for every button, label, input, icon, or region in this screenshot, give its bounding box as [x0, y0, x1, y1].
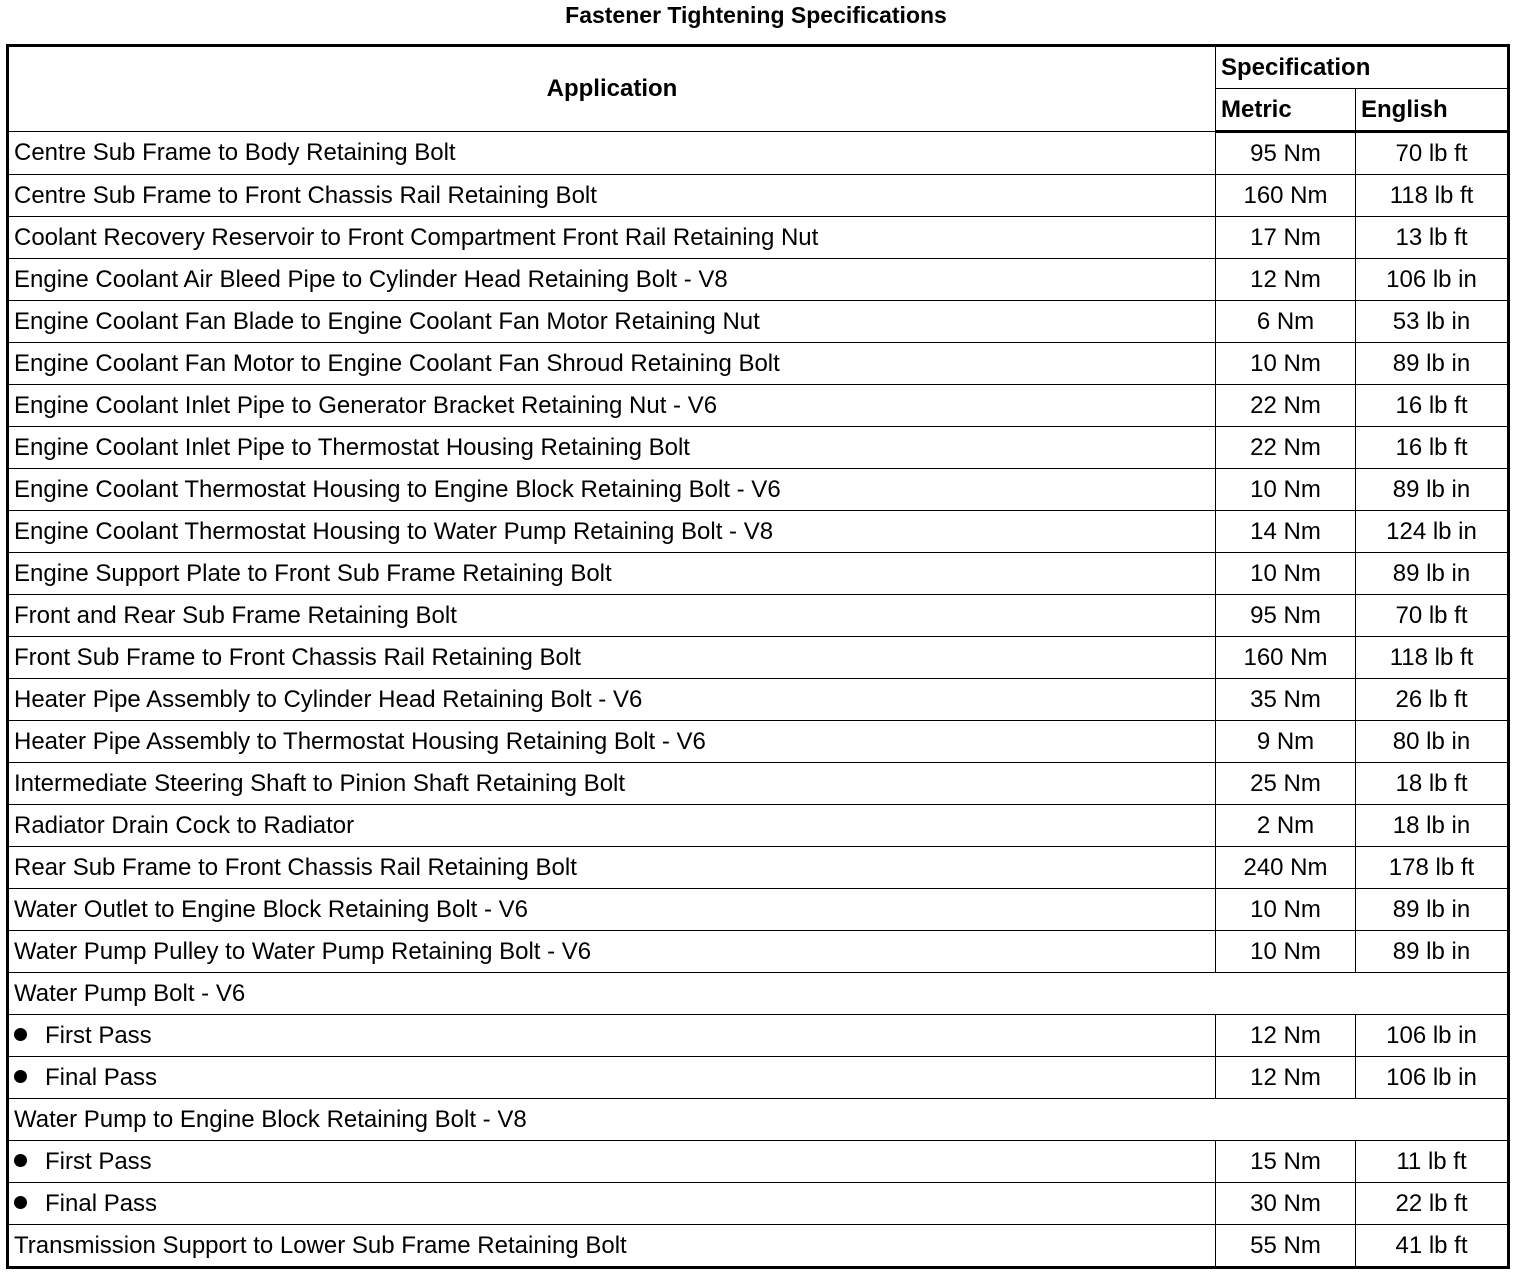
cell-application [8, 1057, 1216, 1099]
table-row [8, 1015, 1509, 1057]
cell-metric: 95 Nm [1216, 595, 1356, 637]
cell-english: 106 lb in [1356, 1015, 1509, 1057]
table-row [8, 931, 1509, 973]
header-application: Application [8, 46, 1216, 132]
cell-application: Rear Sub Frame to Front Chassis Rail Retaining Bolt [8, 847, 1216, 889]
table-group-row [8, 1099, 1509, 1141]
cell-english: 124 lb in [1356, 511, 1509, 553]
cell-english: 89 lb in [1356, 343, 1509, 385]
cell-application: Centre Sub Frame to Front Chassis Rail Retaining Bolt [8, 175, 1216, 217]
cell-english: 22 lb ft [1356, 1183, 1509, 1225]
table-row [8, 847, 1509, 889]
cell-metric: 14 Nm [1216, 511, 1356, 553]
cell-application: Heater Pipe Assembly to Cylinder Head Retaining Bolt - V6 [8, 679, 1216, 721]
cell-metric: 160 Nm [1216, 637, 1356, 679]
table-row [8, 721, 1509, 763]
cell-application: Engine Coolant Fan Motor to Engine Coolant Fan Shroud Retaining Bolt [8, 343, 1216, 385]
table-row [8, 805, 1509, 847]
cell-metric: 12 Nm [1216, 1057, 1356, 1099]
cell-metric: 9 Nm [1216, 721, 1356, 763]
cell-metric: 22 Nm [1216, 385, 1356, 427]
cell-english: 106 lb in [1356, 259, 1509, 301]
cell-application-label: Final Pass [45, 1189, 158, 1217]
table-group-row [8, 973, 1509, 1015]
page-title: Fastener Tightening Specifications [565, 2, 947, 28]
cell-english: 70 lb ft [1356, 132, 1509, 175]
cell-application: Engine Support Plate to Front Sub Frame Retaining Bolt [8, 553, 1216, 595]
header-english: English [1356, 89, 1509, 132]
cell-metric: 12 Nm [1216, 259, 1356, 301]
cell-metric: 35 Nm [1216, 679, 1356, 721]
spec-table [6, 44, 1510, 1269]
cell-english: 118 lb ft [1356, 637, 1509, 679]
cell-metric: 160 Nm [1216, 175, 1356, 217]
table-row [8, 343, 1509, 385]
table-row [8, 132, 1509, 175]
cell-english: 13 lb ft [1356, 217, 1509, 259]
table-row [8, 385, 1509, 427]
cell-english: 70 lb ft [1356, 595, 1509, 637]
cell-english: 118 lb ft [1356, 175, 1509, 217]
cell-metric: 15 Nm [1216, 1141, 1356, 1183]
bullet-icon [14, 1154, 27, 1167]
cell-metric: 17 Nm [1216, 217, 1356, 259]
cell-application: Water Pump Bolt - V6 [8, 973, 1509, 1015]
cell-application: Radiator Drain Cock to Radiator [8, 805, 1216, 847]
bullet-icon [14, 1070, 27, 1083]
table-row [8, 1225, 1509, 1268]
cell-metric: 240 Nm [1216, 847, 1356, 889]
table-row [8, 595, 1509, 637]
cell-english: 16 lb ft [1356, 427, 1509, 469]
cell-english: 18 lb ft [1356, 763, 1509, 805]
cell-application: Front Sub Frame to Front Chassis Rail Retaining Bolt [8, 637, 1216, 679]
cell-metric: 25 Nm [1216, 763, 1356, 805]
cell-metric: 10 Nm [1216, 343, 1356, 385]
cell-metric: 55 Nm [1216, 1225, 1356, 1268]
cell-english: 178 lb ft [1356, 847, 1509, 889]
header-specification: Specification [1216, 46, 1509, 89]
cell-english: 53 lb in [1356, 301, 1509, 343]
cell-english: 41 lb ft [1356, 1225, 1509, 1268]
cell-metric: 2 Nm [1216, 805, 1356, 847]
cell-application: Water Outlet to Engine Block Retaining Bolt - V6 [8, 889, 1216, 931]
cell-english: 89 lb in [1356, 553, 1509, 595]
table-row [8, 469, 1509, 511]
bullet-icon [14, 1028, 27, 1041]
table-row [8, 217, 1509, 259]
table-row [8, 1183, 1509, 1225]
bullet-icon [14, 1196, 27, 1209]
cell-application [8, 1183, 1216, 1225]
cell-application: Coolant Recovery Reservoir to Front Compartment Front Rail Retaining Nut [8, 217, 1216, 259]
table-row [8, 637, 1509, 679]
cell-english: 16 lb ft [1356, 385, 1509, 427]
cell-application: Engine Coolant Inlet Pipe to Generator Bracket Retaining Nut - V6 [8, 385, 1216, 427]
cell-application: Water Pump to Engine Block Retaining Bolt - V8 [8, 1099, 1509, 1141]
cell-metric: 30 Nm [1216, 1183, 1356, 1225]
header-metric: Metric [1216, 89, 1356, 132]
cell-application: Intermediate Steering Shaft to Pinion Shaft Retaining Bolt [8, 763, 1216, 805]
cell-english: 89 lb in [1356, 931, 1509, 973]
cell-metric: 95 Nm [1216, 132, 1356, 175]
cell-application-label: Final Pass [45, 1063, 158, 1091]
cell-application-label: First Pass [45, 1021, 152, 1049]
table-body [8, 132, 1509, 1268]
table-row [8, 553, 1509, 595]
table-row [8, 511, 1509, 553]
cell-application: Engine Coolant Fan Blade to Engine Coolant Fan Motor Retaining Nut [8, 301, 1216, 343]
cell-application: Centre Sub Frame to Body Retaining Bolt [8, 132, 1216, 175]
table-row [8, 1141, 1509, 1183]
cell-application: Engine Coolant Thermostat Housing to Water Pump Retaining Bolt - V8 [8, 511, 1216, 553]
cell-application: Heater Pipe Assembly to Thermostat Housing Retaining Bolt - V6 [8, 721, 1216, 763]
cell-english: 26 lb ft [1356, 679, 1509, 721]
table-row [8, 301, 1509, 343]
cell-english: 80 lb in [1356, 721, 1509, 763]
cell-application-label: First Pass [45, 1147, 152, 1175]
cell-english: 18 lb in [1356, 805, 1509, 847]
table-row [8, 1057, 1509, 1099]
table-row [8, 679, 1509, 721]
cell-application: Engine Coolant Thermostat Housing to Engine Block Retaining Bolt - V6 [8, 469, 1216, 511]
cell-application: Engine Coolant Inlet Pipe to Thermostat Housing Retaining Bolt [8, 427, 1216, 469]
cell-metric: 22 Nm [1216, 427, 1356, 469]
cell-english: 89 lb in [1356, 469, 1509, 511]
cell-english: 11 lb ft [1356, 1141, 1509, 1183]
cell-english: 89 lb in [1356, 889, 1509, 931]
cell-metric: 6 Nm [1216, 301, 1356, 343]
table-row [8, 259, 1509, 301]
cell-metric: 12 Nm [1216, 1015, 1356, 1057]
cell-metric: 10 Nm [1216, 889, 1356, 931]
table-row [8, 427, 1509, 469]
cell-application: Transmission Support to Lower Sub Frame Retaining Bolt [8, 1225, 1216, 1268]
table-header [8, 46, 1509, 132]
cell-application: Front and Rear Sub Frame Retaining Bolt [8, 595, 1216, 637]
table-row [8, 889, 1509, 931]
cell-english: 106 lb in [1356, 1057, 1509, 1099]
cell-application: Engine Coolant Air Bleed Pipe to Cylinder Head Retaining Bolt - V8 [8, 259, 1216, 301]
cell-application [8, 1015, 1216, 1057]
cell-metric: 10 Nm [1216, 553, 1356, 595]
cell-metric: 10 Nm [1216, 931, 1356, 973]
cell-application [8, 1141, 1216, 1183]
table-row [8, 175, 1509, 217]
cell-metric: 10 Nm [1216, 469, 1356, 511]
cell-application: Water Pump Pulley to Water Pump Retaining Bolt - V6 [8, 931, 1216, 973]
table-row [8, 763, 1509, 805]
